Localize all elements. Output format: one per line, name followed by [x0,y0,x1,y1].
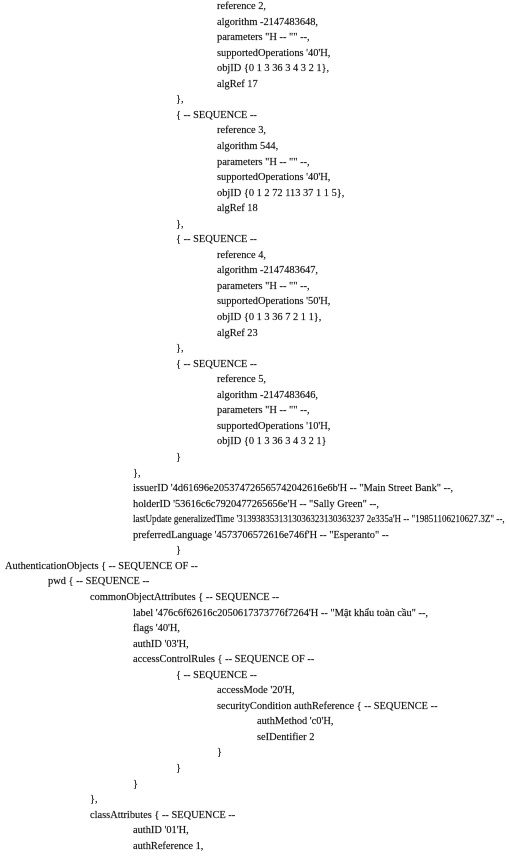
document-line: AuthenticationObjects { -- SEQUENCE OF -- [5,560,198,572]
document-line: parameters "H -- "" --, [217,280,310,292]
document-line: authID '01'H, [133,825,189,837]
document-line: accessMode '20'H, [217,685,295,697]
document-line: algorithm 544, [217,141,279,152]
document-line: supportedOperations '10'H, [217,420,331,432]
document-line: algRef 17 [217,78,258,90]
document-line: supportedOperations '50'H, [217,296,331,308]
document-line: pwd { -- SEQUENCE -- [48,576,150,588]
document-line: reference 4, [217,249,267,261]
document-line: algorithm -2147483648, [217,16,319,28]
document-line: commonObjectAttributes { -- SEQUENCE -- [90,591,280,603]
document-line: authID '03'H, [133,638,189,650]
document-line: } [176,763,181,774]
document-line: authMethod 'c0'H, [257,716,334,728]
document-line: parameters "H -- "" --, [217,405,310,417]
document-line: }, [133,467,141,479]
document-line: { -- SEQUENCE -- [176,234,257,246]
document-line: algRef 18 [217,203,258,215]
document-line: { -- SEQUENCE -- [176,109,257,121]
document-line: lastUpdate generalizedTime '3139383531313036323130363237 2e335a'H -- "19851106210627.3Z" --, [133,514,505,526]
document-line: reference 3, [217,125,267,137]
document-line: algorithm -2147483646, [217,389,319,401]
document-line: accessControlRules { -- SEQUENCE OF -- [133,654,315,666]
document-line: objID {0 1 3 36 7 2 1 1}, [217,312,322,323]
document-line: holderID '53616c6c7920477265656e'H -- "Sally Green" --, [133,498,379,510]
document-line: } [217,747,222,759]
document-line: } [133,778,138,790]
document-line: issuerID '4d61696e205374726565742042616e6b'H -- "Main Street Bank" --, [133,483,454,495]
document-line: classAttributes { -- SEQUENCE -- [90,809,236,821]
document-line: authReference 1, [133,840,204,852]
document-line: preferredLanguage '4573706572616e746f'H -- "Esperanto" -- [133,529,389,541]
document-line: }, [176,343,184,355]
document-line: { -- SEQUENCE -- [176,669,257,681]
document-line: algRef 23 [217,327,258,339]
document-line: }, [176,218,184,230]
document-line: } [176,452,181,463]
document-line: { -- SEQUENCE -- [176,358,257,370]
document-line: }, [176,94,184,106]
document-line: label '476c6f62616c2050617373776f7264'H -- "Mật khẩu toàn cầu" --, [133,607,429,619]
document-line: algorithm -2147483647, [217,265,319,277]
document-line: parameters "H -- "" --, [217,32,310,44]
document-line: parameters "H -- "" --, [217,156,310,168]
document-line: objID {0 1 2 72 113 37 1 1 5}, [217,187,345,199]
document-line: reference 2, [217,1,267,12]
document-line: objID {0 1 3 36 3 4 3 2 1} [217,436,327,448]
document-line: supportedOperations '40'H, [217,47,331,59]
document-line: }, [90,794,98,806]
document-line: seIDentifier 2 [257,731,315,743]
document-line: securityCondition authReference { -- SEQUENCE -- [217,700,438,712]
document-line: supportedOperations '40'H, [217,172,331,184]
document-line: objID {0 1 3 36 3 4 3 2 1}, [217,63,330,75]
document-line: } [176,545,181,557]
document-line: reference 5, [217,374,267,386]
document-line: flags '40'H, [133,623,181,634]
